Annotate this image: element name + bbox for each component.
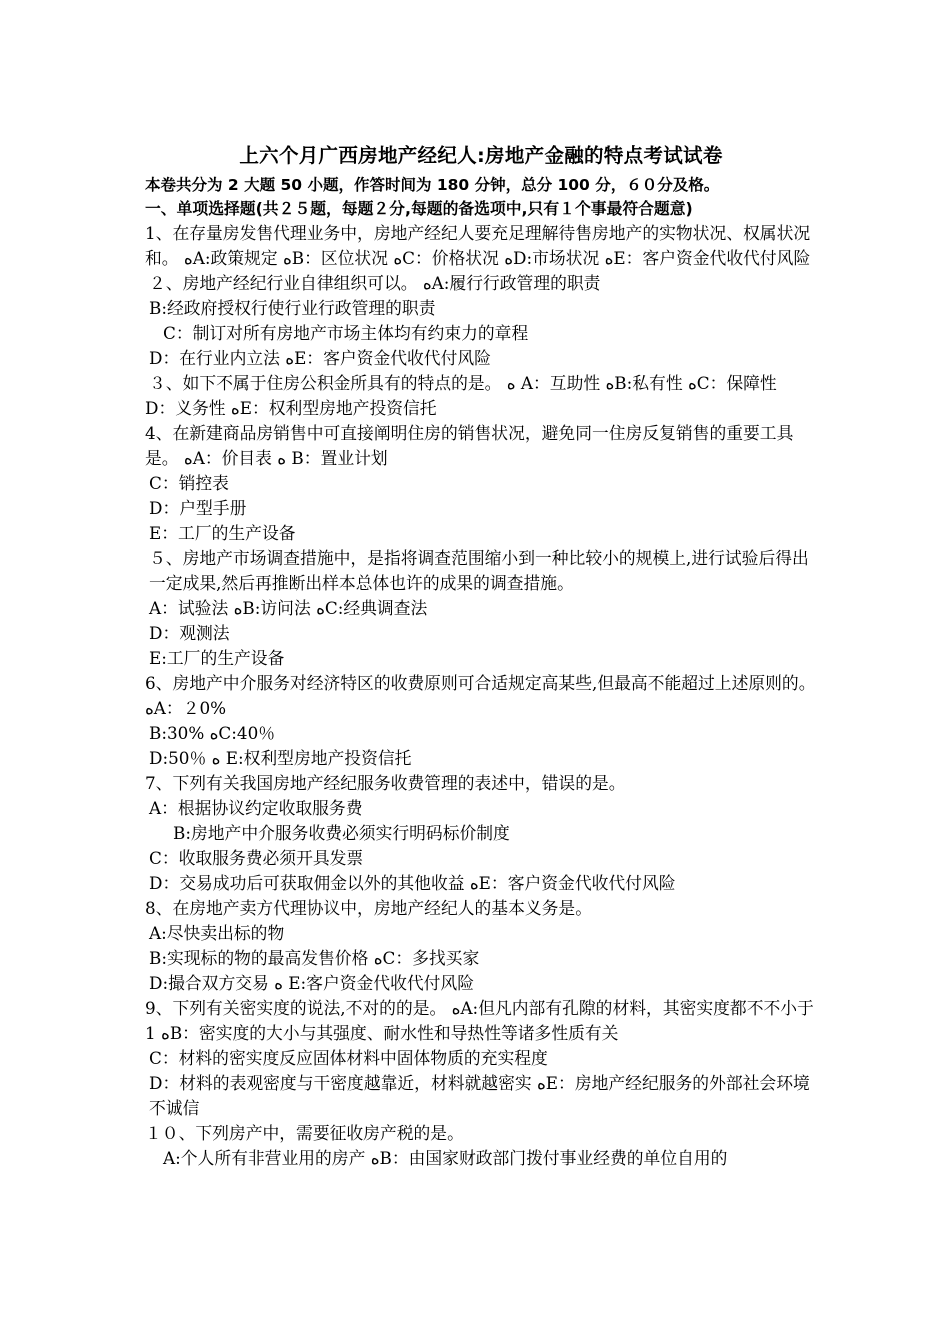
exam-intro: 本卷共分为 2 大题 50 小题，作答时间为 180 分钟，总分 100 分，６０分及格。 [145, 176, 720, 194]
question-list [145, 221, 817, 1171]
section-heading: 一、单项选择题(共２５题，每题２分,每题的备选项中,只有１个事最符合题意) [145, 199, 693, 218]
answer-option-line: B:房地产中介服务收费必须实行明码标价制度 [173, 823, 510, 843]
answer-option-line: D:50％ ﻩ E:权利型房地产投资信托 [149, 748, 412, 768]
document-title: 上六个月广西房地产经纪人:房地产金融的特点考试试卷 [239, 144, 723, 167]
question-text: 6、房地产中介服务对经济特区的收费原则可合适规定高某些,但最高不能超过上述原则的。 ﻩA：２0% [145, 673, 816, 718]
question-text: 1、在存量房发售代理业务中，房地产经纪人要充足理解待售房地产的实物状况、权属状况和。 ﻩA:政策规定 ﻩB：区位状况 ﻩC：价格状况 ﻩD:市场状况 ﻩE：客户资金代收代付风险 [145, 223, 811, 268]
answer-option-line: E:工厂的生产设备 [149, 648, 285, 668]
answer-option-line: 7、下列有关我国房地产经纪服务收费管理的表述中，错误的是。 [145, 773, 626, 793]
answer-option-line: C：制订对所有房地产市场主体均有约束力的章程 [163, 323, 529, 343]
question-text: 4、在新建商品房销售中可直接阐明住房的销售状况，避免同一住房反复销售的重要工具是。 ﻩA：价目表 ﻩ B：置业计划 [145, 423, 794, 468]
answer-option-line: D：户型手册 [149, 498, 247, 518]
question-text: D：材料的表观密度与干密度越靠近，材料就越密实 ﻩE：房地产经纪服务的外部社会环境不诚信 [149, 1073, 810, 1118]
answer-option-line: １０、下列房产中，需要征收房产税的是。 [145, 1123, 464, 1143]
document-body [145, 142, 817, 1171]
answer-option-line: C：材料的密实度反应固体材料中固体物质的充实程度 [149, 1048, 548, 1068]
answer-option-line: C：收取服务费必须开具发票 [149, 848, 364, 868]
answer-option-line: D：义务性 ﻩE：权利型房地产投资信托 [145, 398, 437, 418]
question-text: ３、如下不属于住房公积金所具有的特点的是。 ﻩ A：互助性 ﻩB:私有性 ﻩC：保障性 [149, 373, 777, 393]
answer-option-line: A：试验法 ﻩB:访问法 ﻩC:经典调查法 [149, 598, 428, 618]
answer-option-line: B:实现标的物的最高发售价格 ﻩC：多找买家 [149, 948, 480, 968]
question-text: 9、下列有关密实度的说法,不对的的是。 ﻩA:但凡内部有孔隙的材料，其密实度都不不小于 1 ﻩB：密实度的大小与其强度、耐水性和导热性等诸多性质有关 [145, 998, 814, 1043]
answer-option-line: B:经政府授权行使行业行政管理的职责 [149, 298, 436, 318]
answer-option-line: D：在行业内立法 ﻩE：客户资金代收代付风险 [149, 348, 491, 368]
question-text: ５、房地产市场调查措施中，是指将调查范围缩小到一种比较小的规模上,进行试验后得出一定成果,然后再推断出样本总体也许的成果的调查措施。 [149, 548, 809, 593]
answer-option-line: ２、房地产经纪行业自律组织可以。 ﻩA:履行行政管理的职责 [149, 273, 601, 293]
answer-option-line: A:个人所有非营业用的房产 ﻩB：由国家财政部门拨付事业经费的单位自用的 [163, 1148, 728, 1168]
answer-option-line: D：交易成功后可获取佣金以外的其他收益 ﻩE：客户资金代收代付风险 [149, 873, 676, 893]
answer-option-line: 8、在房地产卖方代理协议中，房地产经纪人的基本义务是。 [145, 898, 592, 918]
answer-option-line: B:30% ﻩC:40％ [149, 723, 276, 743]
answer-option-line: D:撮合双方交易 ﻩ E:客户资金代收代付风险 [149, 973, 474, 993]
answer-option-line: E：工厂的生产设备 [149, 523, 296, 543]
answer-option-line: A：根据协议约定收取服务费 [149, 798, 363, 818]
answer-option-line: A:尽快卖出标的物 [149, 923, 285, 943]
answer-option-line: C：销控表 [149, 473, 229, 493]
answer-option-line: D：观测法 [149, 623, 230, 643]
